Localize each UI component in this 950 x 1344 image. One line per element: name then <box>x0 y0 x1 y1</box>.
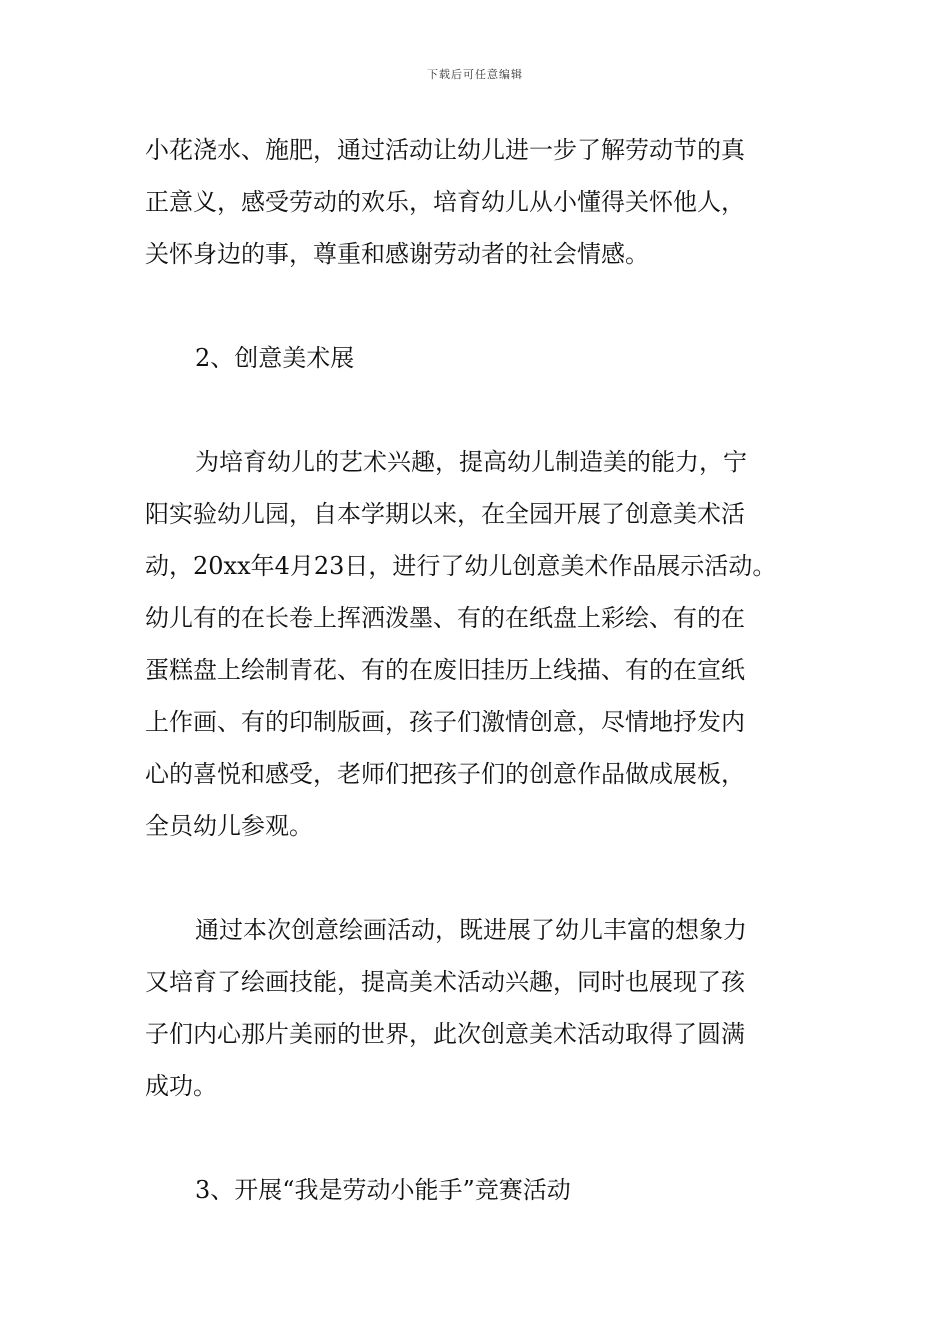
text-line: 关怀身边的事，尊重和感谢劳动者的社会情感。 <box>145 240 649 268</box>
paragraph-art-activity-summary <box>145 904 810 1112</box>
paragraph-labor-day-conclusion <box>145 124 810 280</box>
document-body <box>145 124 810 1216</box>
text-line: 全员幼儿参观。 <box>145 812 313 840</box>
text-line: 蛋糕盘上绘制青花、有的在废旧挂历上线描、有的在宣纸 <box>145 656 745 684</box>
text-line: 正意义，感受劳动的欢乐，培育幼儿从小懂得关怀他人， <box>145 188 745 216</box>
text-line: 心的喜悦和感受，老师们把孩子们的创意作品做成展板， <box>145 760 745 788</box>
text-line: 子们内心那片美丽的世界，此次创意美术活动取得了圆满 <box>145 1020 745 1048</box>
text-line: 阳实验幼儿园，自本学期以来，在全园开展了创意美术活 <box>145 500 745 528</box>
text-line: 又培育了绘画技能，提高美术活动兴趣，同时也展现了孩 <box>145 968 745 996</box>
section-heading-creative-art-exhibition: 2、创意美术展 <box>195 344 355 372</box>
page-header-note: 下载后可任意编辑 <box>427 68 523 81</box>
text-line: 为培育幼儿的艺术兴趣，提高幼儿制造美的能力，宁 <box>195 448 747 476</box>
section-heading-labor-competition: 3、开展“我是劳动小能手”竞赛活动 <box>195 1176 571 1204</box>
text-line: 通过本次创意绘画活动，既进展了幼儿丰富的想象力 <box>195 916 747 944</box>
text-line: 上作画、有的印制版画，孩子们激情创意，尽情地抒发内 <box>145 708 745 736</box>
text-line: 幼儿有的在长卷上挥洒泼墨、有的在纸盘上彩绘、有的在 <box>145 604 745 632</box>
text-line: 成功。 <box>145 1072 217 1100</box>
paragraph-art-exhibition-description <box>145 436 810 852</box>
text-line: 动，20xx年4月23日，进行了幼儿创意美术作品展示活动。 <box>145 552 777 580</box>
text-line: 小花浇水、施肥，通过活动让幼儿进一步了解劳动节的真 <box>145 136 745 164</box>
